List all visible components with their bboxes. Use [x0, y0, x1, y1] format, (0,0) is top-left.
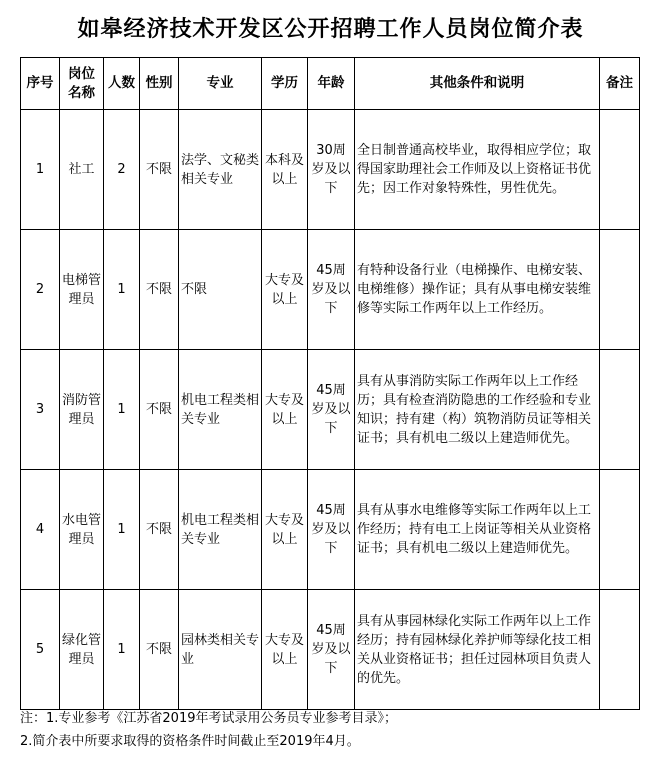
cell-conditions: 具有从事消防实际工作两年以上工作经历；具有检查消防隐患的工作经验和专业知识；持有建（构）筑物消防员证等相关证书；具有机电二级以上建造师优先。	[355, 350, 600, 470]
cell-gender: 不限	[140, 350, 179, 470]
cell-gender: 不限	[140, 590, 179, 710]
cell-major: 园林类相关专业	[179, 590, 262, 710]
cell-education: 大专及以上	[262, 470, 308, 590]
cell-conditions: 有特种设备行业（电梯操作、电梯安装、电梯维修）操作证；具有从事电梯安装维修等实际工作两年以上工作经历。	[355, 230, 600, 350]
cell-remarks	[600, 110, 640, 230]
cell-position: 消防管理员	[60, 350, 104, 470]
cell-major: 机电工程类相关专业	[179, 470, 262, 590]
cell-conditions: 全日制普通高校毕业，取得相应学位；取得国家助理社会工作师及以上资格证书优先；因工作对象特殊性，男性优先。	[355, 110, 600, 230]
positions-table	[20, 57, 640, 710]
cell-seq: 5	[21, 590, 60, 710]
cell-education: 本科及以上	[262, 110, 308, 230]
cell-count: 1	[104, 230, 140, 350]
cell-age: 45周岁及以下	[308, 470, 355, 590]
cell-education: 大专及以上	[262, 590, 308, 710]
cell-seq: 2	[21, 230, 60, 350]
cell-remarks	[600, 470, 640, 590]
header-education: 学历	[262, 58, 308, 110]
cell-seq: 1	[21, 110, 60, 230]
header-age: 年龄	[308, 58, 355, 110]
header-gender: 性别	[140, 58, 179, 110]
cell-gender: 不限	[140, 230, 179, 350]
footnote-2: 2.简介表中所要求取得的资格条件时间截止至2019年4月。	[20, 734, 360, 749]
cell-seq: 4	[21, 470, 60, 590]
cell-position: 电梯管理员	[60, 230, 104, 350]
cell-remarks	[600, 590, 640, 710]
cell-age: 45周岁及以下	[308, 230, 355, 350]
cell-major: 不限	[179, 230, 262, 350]
cell-count: 2	[104, 110, 140, 230]
footnote-1: 注：1.专业参考《江苏省2019年考试录用公务员专业参考目录》；	[20, 711, 397, 726]
cell-age: 45周岁及以下	[308, 350, 355, 470]
cell-major: 法学、文秘类相关专业	[179, 110, 262, 230]
cell-gender: 不限	[140, 470, 179, 590]
table-row	[21, 350, 640, 470]
header-position: 岗位名称	[60, 58, 104, 110]
cell-remarks	[600, 350, 640, 470]
cell-remarks	[600, 230, 640, 350]
page-title: 如皋经济技术开发区公开招聘工作人员岗位简介表	[77, 16, 584, 42]
table-header-row	[21, 58, 640, 110]
cell-education: 大专及以上	[262, 350, 308, 470]
header-count: 人数	[104, 58, 140, 110]
cell-gender: 不限	[140, 110, 179, 230]
header-major: 专业	[179, 58, 262, 110]
cell-conditions: 具有从事园林绿化实际工作两年以上工作经历；持有园林绿化养护师等绿化技工相关从业资格证书；担任过园林项目负责人的优先。	[355, 590, 600, 710]
cell-age: 45周岁及以下	[308, 590, 355, 710]
cell-count: 1	[104, 470, 140, 590]
cell-conditions: 具有从事水电维修等实际工作两年以上工作经历；持有电工上岗证等相关从业资格证书；具有机电二级以上建造师优先。	[355, 470, 600, 590]
cell-major: 机电工程类相关专业	[179, 350, 262, 470]
cell-education: 大专及以上	[262, 230, 308, 350]
table-row	[21, 590, 640, 710]
cell-count: 1	[104, 590, 140, 710]
cell-position: 社工	[60, 110, 104, 230]
table-row	[21, 110, 640, 230]
cell-position: 水电管理员	[60, 470, 104, 590]
table-row	[21, 470, 640, 590]
header-conditions: 其他条件和说明	[355, 58, 600, 110]
cell-seq: 3	[21, 350, 60, 470]
table-row	[21, 230, 640, 350]
header-seq: 序号	[21, 58, 60, 110]
cell-count: 1	[104, 350, 140, 470]
cell-position: 绿化管理员	[60, 590, 104, 710]
cell-age: 30周岁及以下	[308, 110, 355, 230]
header-remarks: 备注	[600, 58, 640, 110]
